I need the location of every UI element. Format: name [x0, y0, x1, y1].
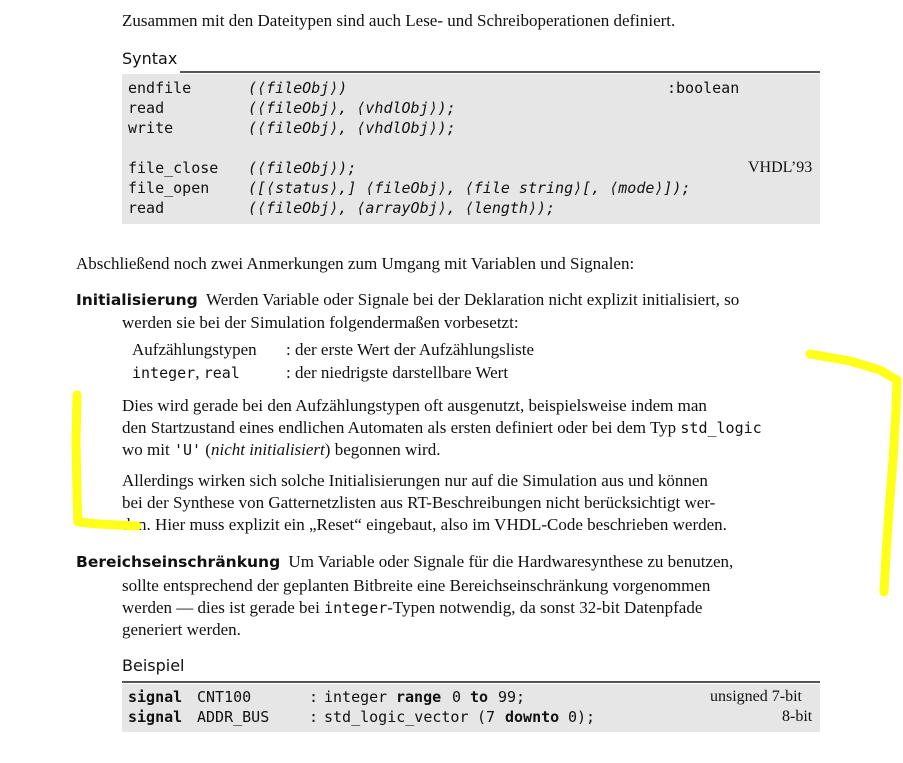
text: ) begonnen wird. [324, 440, 441, 459]
init-term: Initialisierung [76, 291, 198, 309]
colon: : [309, 688, 319, 706]
sig-name-addr-bus: ADDR_BUS [197, 708, 270, 726]
init-table-val1: : der erste Wert der Aufzählungsliste [286, 340, 535, 359]
code-real: real [203, 364, 240, 382]
kw-to: to [470, 688, 489, 706]
code-integer: integer [132, 364, 196, 382]
init-line1: Werden Variable oder Signale bei der Deklaration nicht explizit initialisiert, so [206, 290, 740, 309]
init-table-key1: Aufzählungstypen [132, 340, 257, 359]
note-unsigned-7bit: unsigned 7-bit [710, 688, 802, 705]
syntax-note-vhdl93: VHDL’93 [748, 159, 813, 176]
code-u: 'U' [173, 441, 202, 459]
syntax-args: (⟨fileObj⟩, ⟨vhdlObj⟩); [248, 99, 456, 117]
colon: : [309, 708, 319, 726]
syntax-line-endfile: endfile [128, 79, 192, 97]
note-8bit: 8-bit [782, 708, 813, 725]
init-p1-line1: Dies wird gerade bei den Aufzählungstypen oft ausgenutzt, beispielsweise indem man [122, 396, 707, 415]
code-std-logic: std_logic [680, 419, 762, 437]
syntax-args: (⟨fileObj⟩, ⟨vhdlObj⟩); [248, 119, 456, 137]
highlight-bracket-right [810, 354, 897, 592]
type-std-logic-vector: std_logic_vector [324, 708, 469, 726]
syntax-args: (⟨fileObj⟩) [248, 79, 348, 97]
highlight-bracket-left [76, 395, 137, 526]
text: -Typen notwendig, da sonst 32-bit Datenpfade [387, 598, 703, 617]
text-italic: nicht initialisiert [210, 440, 325, 459]
text: wo mit [122, 440, 174, 459]
kw-downto: downto [505, 708, 560, 726]
kw-signal: signal [128, 688, 183, 706]
text: den Startzustand eines endlichen Automaten als ersten definiert oder bei dem Typ [122, 418, 681, 437]
kw-range: range [396, 688, 442, 706]
init-p2-line2: bei der Synthese von Gatternetzlisten aus RT-Beschreibungen nicht berücksichtigt wer- [122, 493, 716, 512]
separator: , [195, 363, 200, 382]
range-line4: generiert werden. [122, 620, 241, 639]
text: ( [201, 440, 211, 459]
kw-signal: signal [128, 708, 183, 726]
range-line1: Um Variable oder Signale für die Hardwaresynthese zu benutzen, [288, 552, 734, 571]
syntax-args: ([⟨status⟩,] ⟨fileObj⟩, ⟨file string⟩[, ⟨mode⟩]); [248, 179, 691, 197]
syntax-line-file-close: file_close [128, 159, 219, 177]
init-p2-line1: Allerdings wirken sich solche Initialisierungen nur auf die Simulation aus und können [122, 471, 708, 490]
sig-name-cnt100: CNT100 [197, 688, 252, 706]
range-term: Bereichseinschränkung [76, 553, 281, 571]
init-line2: werden sie bei der Simulation folgendermaßen vorbesetzt: [122, 313, 519, 332]
example-heading: Beispiel [122, 656, 185, 675]
syntax-line-read-array: read [128, 199, 165, 217]
syntax-heading: Syntax [122, 49, 178, 68]
text: werden — dies ist gerade bei [122, 598, 325, 617]
syntax-line-read: read [128, 99, 165, 117]
syntax-line-write: write [128, 119, 174, 137]
syntax-args: (⟨fileObj⟩); [248, 159, 357, 177]
num-0-close: 0); [568, 708, 596, 726]
range-line2: sollte entsprechend der geplanten Bitbreite eine Bereichseinschränkung vorgenommen [122, 576, 711, 595]
init-table-val2: : der niedrigste darstellbare Wert [286, 363, 509, 382]
remarks-intro: Abschließend noch zwei Anmerkungen zum Umgang mit Variablen und Signalen: [76, 254, 635, 273]
intro-text: Zusammen mit den Dateitypen sind auch Lese- und Schreiboperationen definiert. [122, 11, 676, 30]
syntax-return: :boolean [667, 79, 740, 97]
code-integer: integer [324, 599, 388, 617]
init-p2-line3: den. Hier muss explizit ein „Reset“ eingebaut, also im VHDL-Code beschrieben werden. [122, 515, 727, 534]
syntax-args: (⟨fileObj⟩, ⟨arrayObj⟩, ⟨length⟩); [248, 199, 556, 217]
num-7: (7 [477, 708, 496, 726]
type-integer: integer [324, 688, 388, 706]
num-0: 0 [452, 688, 462, 706]
num-99: 99; [498, 688, 526, 706]
syntax-line-file-open: file_open [128, 179, 210, 197]
